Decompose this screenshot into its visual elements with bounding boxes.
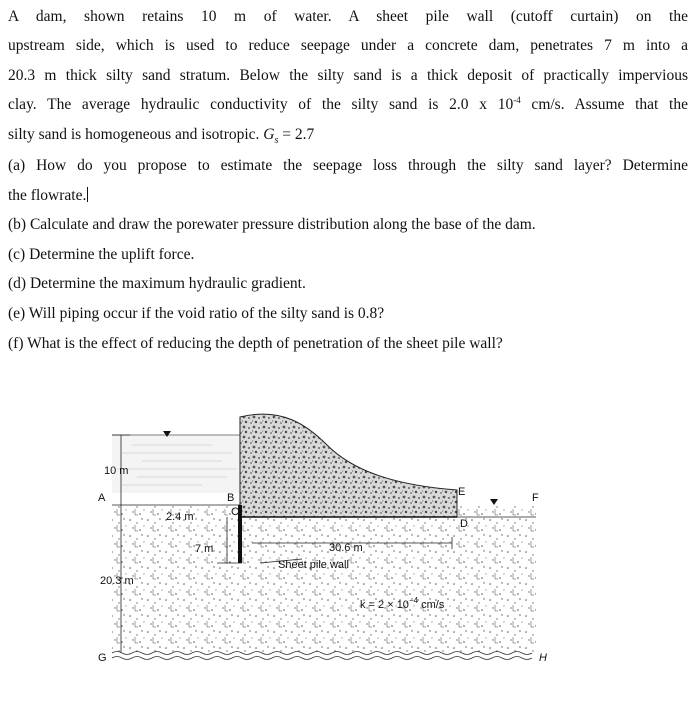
problem-line-3: 20.3 m thick silty sand stratum. Below the silty sand is a thick deposit of practically impervious bbox=[8, 66, 688, 84]
point-b-label: B bbox=[227, 492, 235, 504]
wall-offset-label: 2.4 m bbox=[166, 511, 194, 523]
question-a-line-1: (a) How do you propose to estimate the seepage loss through the silty sand layer? Determine bbox=[8, 156, 688, 174]
point-c-label: C bbox=[231, 506, 239, 518]
problem-line-4 bbox=[8, 90, 688, 119]
question-b: (b) Calculate and draw the porewater pressure distribution along the base of the dam. bbox=[8, 216, 536, 234]
specific-gravity-symbol: G bbox=[263, 125, 275, 143]
specific-gravity-subscript: s bbox=[274, 134, 279, 146]
specific-gravity-value: = 2.7 bbox=[278, 125, 315, 143]
point-g-label: G bbox=[98, 652, 107, 664]
question-a-line-2 bbox=[8, 181, 688, 211]
water-depth-label: 10 m bbox=[104, 465, 129, 477]
concrete-dam bbox=[240, 414, 457, 517]
point-e-label: E bbox=[458, 486, 466, 498]
question-e: (e) Will piping occur if the void ratio of the silty sand is 0.8? bbox=[8, 304, 385, 322]
conductivity-unit: cm/s bbox=[418, 599, 445, 611]
dam-cross-section-figure bbox=[92, 405, 552, 675]
point-f-label: F bbox=[532, 492, 539, 504]
exponent: -4 bbox=[513, 95, 521, 106]
point-a-label: A bbox=[98, 492, 106, 504]
conductivity-k: k = 2 × 10 bbox=[360, 599, 409, 611]
silty-sand-layer bbox=[112, 505, 536, 653]
tailwater-level-marker bbox=[490, 499, 498, 505]
problem-line-5 bbox=[8, 120, 688, 149]
problem-line-4a: clay. The average hydraulic conductivity of the silty sand is 2.0 x 10 bbox=[8, 96, 514, 114]
question-c: (c) Determine the uplift force. bbox=[8, 245, 195, 263]
question-d: (d) Determine the maximum hydraulic gradient. bbox=[8, 275, 306, 293]
problem-statement bbox=[8, 2, 688, 358]
base-length-label: 30.6 m bbox=[329, 542, 363, 554]
problem-line-1: A dam, shown retains 10 m of water. A sheet pile wall (cutoff curtain) on the bbox=[8, 8, 688, 25]
point-h-label: H bbox=[539, 652, 547, 664]
question-f: (f) What is the effect of reducing the depth of penetration of the sheet pile wall? bbox=[8, 334, 503, 352]
point-d-label: D bbox=[460, 518, 468, 530]
text-cursor bbox=[87, 187, 88, 202]
reservoir-water bbox=[112, 435, 240, 493]
problem-line-4b: cm/s. Assume that the bbox=[520, 96, 688, 114]
problem-line-5a: silty sand is homogeneous and isotropic. bbox=[8, 125, 264, 143]
question-a-line-2-text: the flowrate. bbox=[8, 186, 87, 204]
layer-thickness-label: 20.3 m bbox=[100, 575, 134, 587]
sheet-pile-label: Sheet pile wall bbox=[278, 559, 349, 571]
penetration-label: 7 m bbox=[195, 543, 214, 555]
problem-line-2: upstream side, which is used to reduce seepage under a concrete dam, penetrates 7 m into a bbox=[8, 37, 688, 55]
conductivity-label bbox=[360, 596, 445, 611]
conductivity-exponent: −4 bbox=[408, 596, 419, 605]
